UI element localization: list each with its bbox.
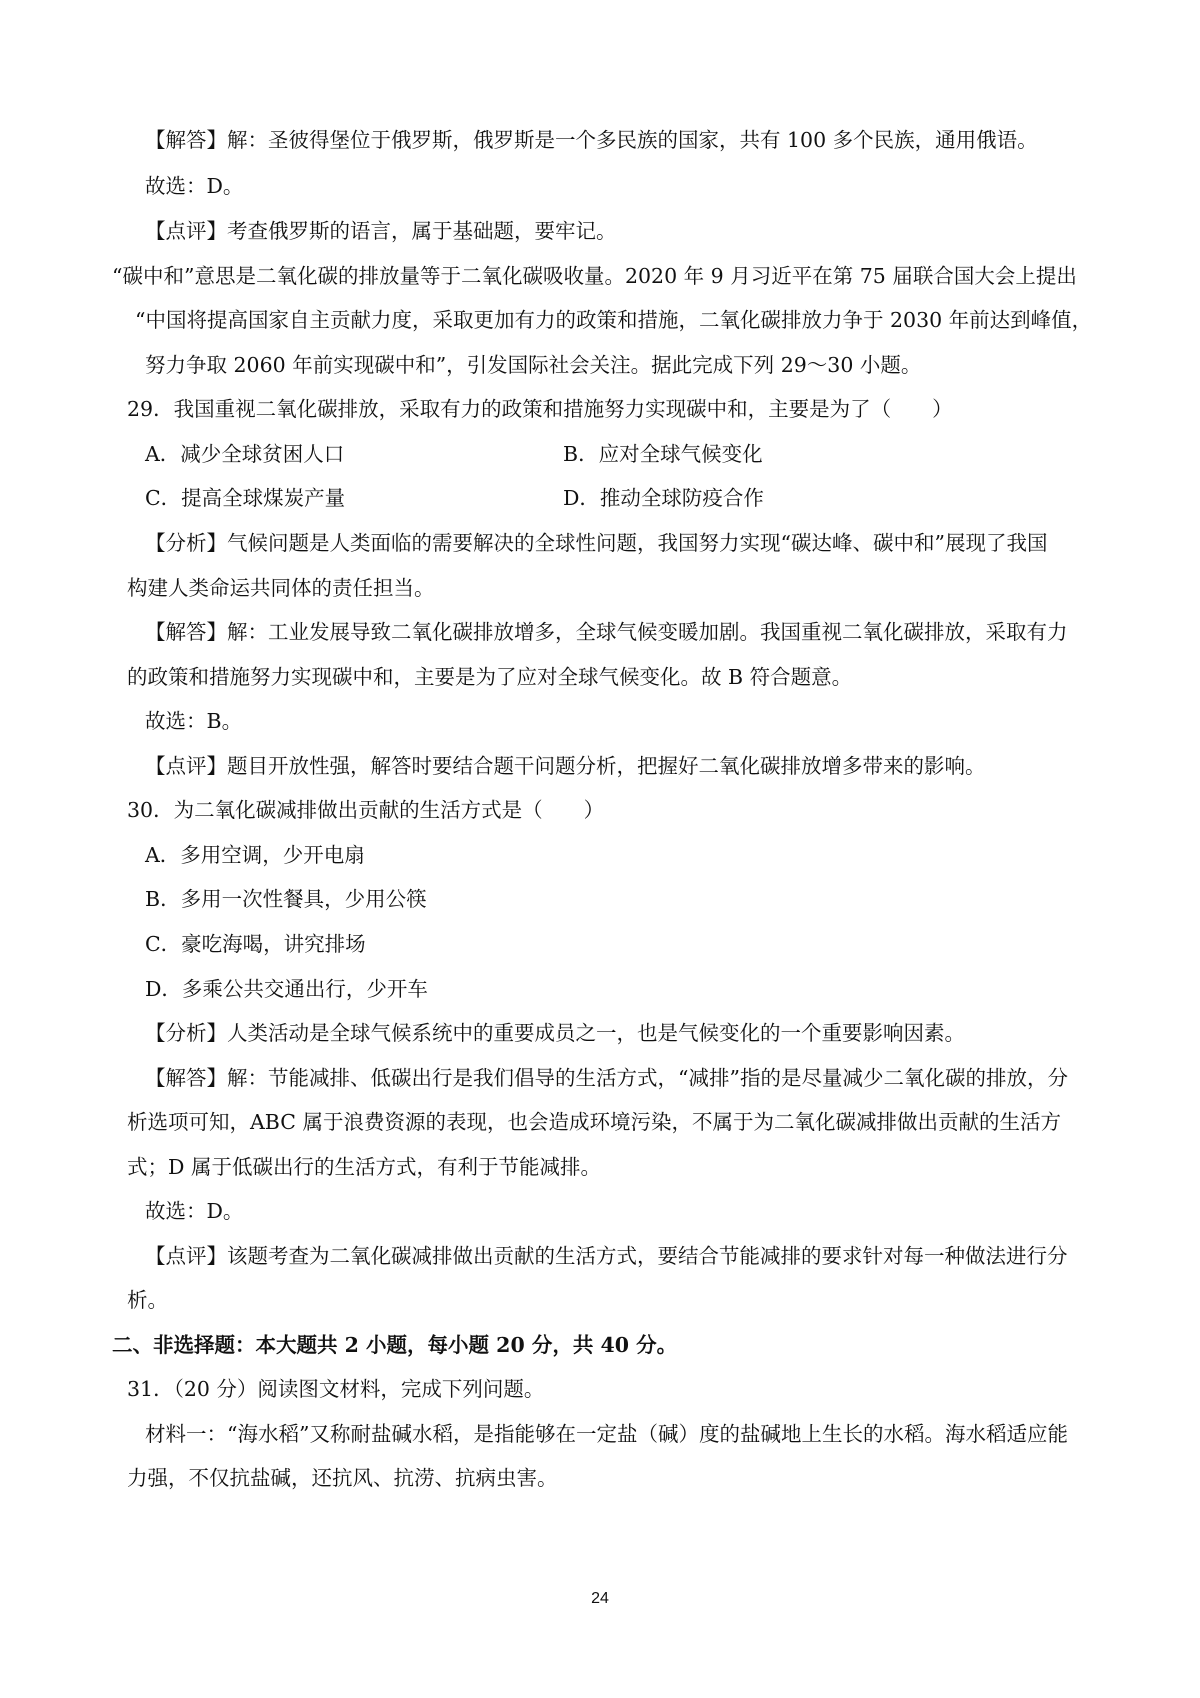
section-heading: 二、非选择题：本大题共 2 小题，每小题 20 分，共 40 分。 (112, 1333, 678, 1357)
option-d: D．推动全球防疫合作 (563, 486, 764, 510)
text-line: 努力争取 2060 年前实现碳中和”，引发国际社会关注。据此完成下列 29～30 小题。 (145, 353, 922, 377)
text-line: 析。 (127, 1288, 168, 1312)
text-line: “碳中和”意思是二氧化碳的排放量等于二氧化碳吸收量。2020 年 9 月习近平在第 75 届联合国大会上提出 (112, 264, 1077, 288)
text-line: 析选项可知，ABC 属于浪费资源的表现，也会造成环境污染，不属于为二氧化碳减排做出贡献的生活方 (127, 1110, 1061, 1134)
text-line: 【解答】解：圣彼得堡位于俄罗斯，俄罗斯是一个多民族的国家，共有 100 多个民族，通用俄语。 (145, 128, 1038, 152)
text-line: 故选：D。 (145, 174, 244, 198)
text-line: 【点评】该题考查为二氧化碳减排做出贡献的生活方式，要结合节能减排的要求针对每一种做法进行分 (145, 1244, 1068, 1268)
text-line: 【分析】气候问题是人类面临的需要解决的全球性问题，我国努力实现“碳达峰、碳中和”展现了我国 (145, 531, 1048, 555)
text-line: 力强，不仅抗盐碱，还抗风、抗涝、抗病虫害。 (127, 1466, 558, 1490)
question-29: 29．我国重视二氧化碳排放，采取有力的政策和措施努力实现碳中和，主要是为了（ ） (127, 397, 953, 421)
text-line: 故选：B。 (145, 709, 243, 733)
text-line: “中国将提高国家自主贡献力度，采取更加有力的政策和措施，二氧化碳排放力争于 2030 年前达到峰值， (135, 308, 1093, 332)
option-d: D．多乘公共交通出行，少开车 (145, 977, 428, 1001)
text-line: 【点评】题目开放性强，解答时要结合题干问题分析，把握好二氧化碳排放增多带来的影响。 (145, 754, 986, 778)
option-a: A．多用空调，少开电扇 (145, 843, 365, 867)
option-c: C．豪吃海喝，讲究排场 (145, 932, 366, 956)
text-line: 构建人类命运共同体的责任担当。 (127, 576, 435, 600)
text-line: 【点评】考查俄罗斯的语言，属于基础题，要牢记。 (145, 219, 617, 243)
text-line: 故选：D。 (145, 1199, 244, 1223)
page-number: 24 (591, 1590, 609, 1607)
text-line: 【解答】解：节能减排、低碳出行是我们倡导的生活方式，“减排”指的是尽量减少二氧化碳的排放，分 (145, 1066, 1068, 1090)
text-line: 【分析】人类活动是全球气候系统中的重要成员之一，也是气候变化的一个重要影响因素。 (145, 1021, 965, 1045)
option-b: B．多用一次性餐具，少用公筷 (145, 887, 427, 911)
text-line: 【解答】解：工业发展导致二氧化碳排放增多，全球气候变暖加剧。我国重视二氧化碳排放，采取有力 (145, 620, 1068, 644)
text-line: 式；D 属于低碳出行的生活方式，有利于节能减排。 (127, 1155, 601, 1179)
question-31: 31．（20 分）阅读图文材料，完成下列问题。 (127, 1377, 545, 1401)
text-line: 材料一：“海水稻”又称耐盐碱水稻，是指能够在一定盐（碱）度的盐碱地上生长的水稻。海水稻适应能 (145, 1422, 1068, 1446)
option-b: B．应对全球气候变化 (563, 442, 763, 466)
option-a: A．减少全球贫困人口 (145, 442, 345, 466)
question-30: 30．为二氧化碳减排做出贡献的生活方式是（ ） (127, 798, 605, 822)
option-c: C．提高全球煤炭产量 (145, 486, 346, 510)
text-line: 的政策和措施努力实现碳中和，主要是为了应对全球气候变化。故 B 符合题意。 (127, 665, 853, 689)
